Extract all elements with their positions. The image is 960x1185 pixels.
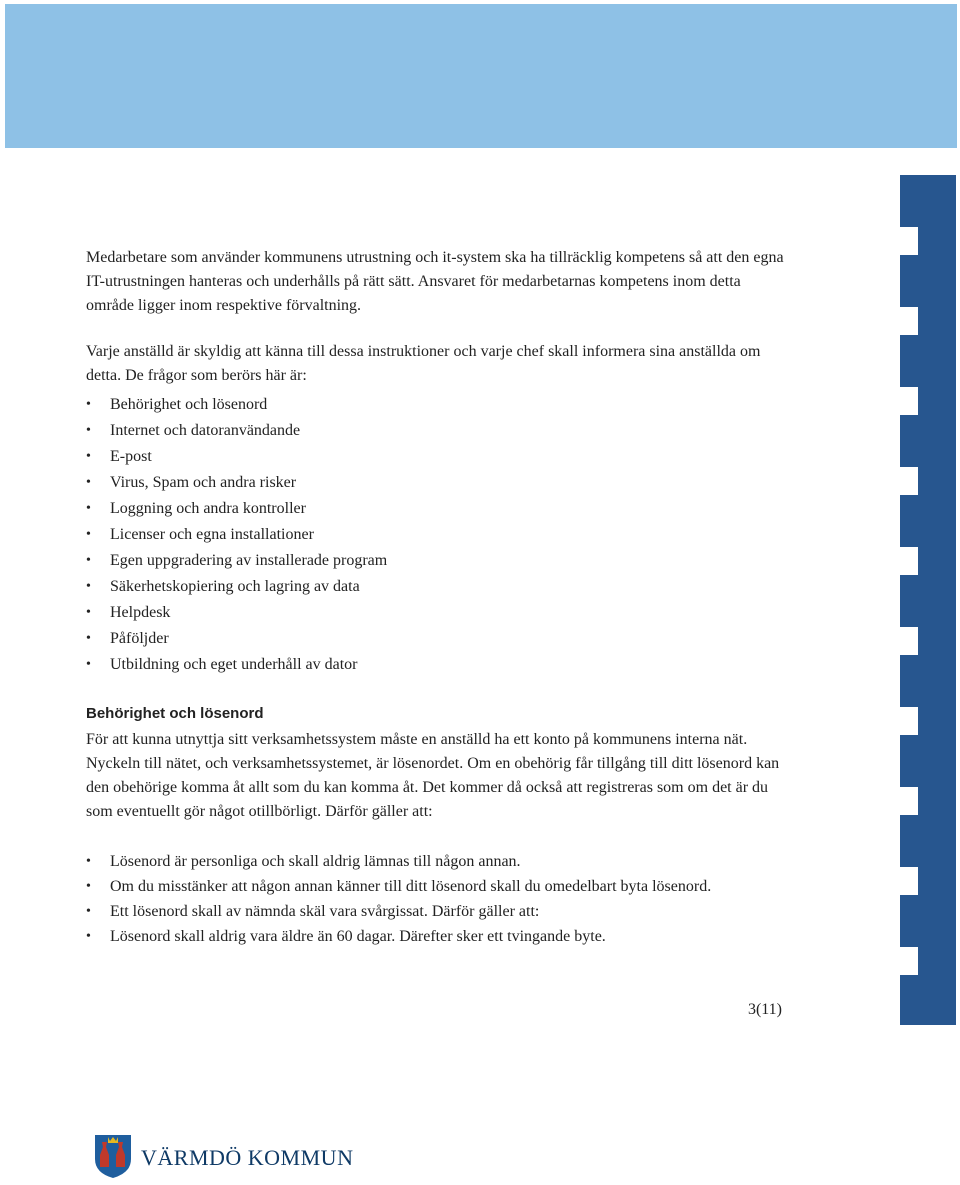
section-paragraph: För att kunna utnyttja sitt verksamhetssystem måste en anställd ha ett konto på kommunens interna nät. Nyckeln till nätet, och verksamhetssystemet, är lösenordet. Om en obehörig får tillgång till ditt lösenord kan den obehörige komma åt allt som du kan komma åt. Det kommer då också att registreras som om det är du som eventuellt gör något otillbörligt. Därför gäller att: (86, 731, 780, 820)
list-item: • Internet och datoranvändande (86, 418, 786, 444)
side-decoration-strip (900, 175, 956, 1025)
logo-text: VÄRMDÖ KOMMUN (141, 1145, 354, 1170)
intro-paragraph: Varje anställd är skyldig att känna till dessa instruktioner och varje chef skall informera sina anställda om detta. De frågor som berörs här är: (86, 343, 761, 384)
intro-paragraph: Medarbetare som använder kommunens utrustning och it-system ska ha tillräcklig kompetens så att den egna IT-utrustningen hanteras och underhålls på rätt sätt. Ansvaret för medarbetarnas kompetens inom detta område ligger inom respektive förvaltning. (86, 249, 784, 314)
page-number: 3(11) (747, 1001, 782, 1018)
topic-list (86, 392, 786, 678)
list-item: • Loggning och andra kontroller (86, 496, 786, 522)
municipality-logo (93, 1133, 373, 1183)
list-item: • Utbildning och eget underhåll av dator (86, 652, 786, 678)
list-item: • Licenser och egna installationer (86, 522, 786, 548)
list-item: • Egen uppgradering av installerade program (86, 548, 786, 574)
coat-of-arms-icon (93, 1133, 133, 1179)
list-item: • Behörighet och lösenord (86, 392, 786, 418)
page-content (86, 246, 786, 950)
list-item: • Lösenord skall aldrig vara äldre än 60 dagar. Därefter sker ett tvingande byte. (86, 925, 786, 949)
list-item: • Ett lösenord skall av nämnda skäl vara svårgissat. Därför gäller att: (86, 900, 786, 924)
section-heading: Behörighet och lösenord (86, 705, 264, 722)
list-item: • Lösenord är personliga och skall aldrig lämnas till någon annan. (86, 850, 786, 874)
rule-list (86, 850, 786, 949)
list-item: • Säkerhetskopiering och lagring av data (86, 574, 786, 600)
header-band (5, 4, 957, 148)
list-item: • E-post (86, 444, 786, 470)
list-item: • Helpdesk (86, 600, 786, 626)
list-item: • Om du misstänker att någon annan känner till ditt lösenord skall du omedelbart byta lösenord. (86, 875, 786, 899)
list-item: • Påföljder (86, 626, 786, 652)
list-item: • Virus, Spam och andra risker (86, 470, 786, 496)
